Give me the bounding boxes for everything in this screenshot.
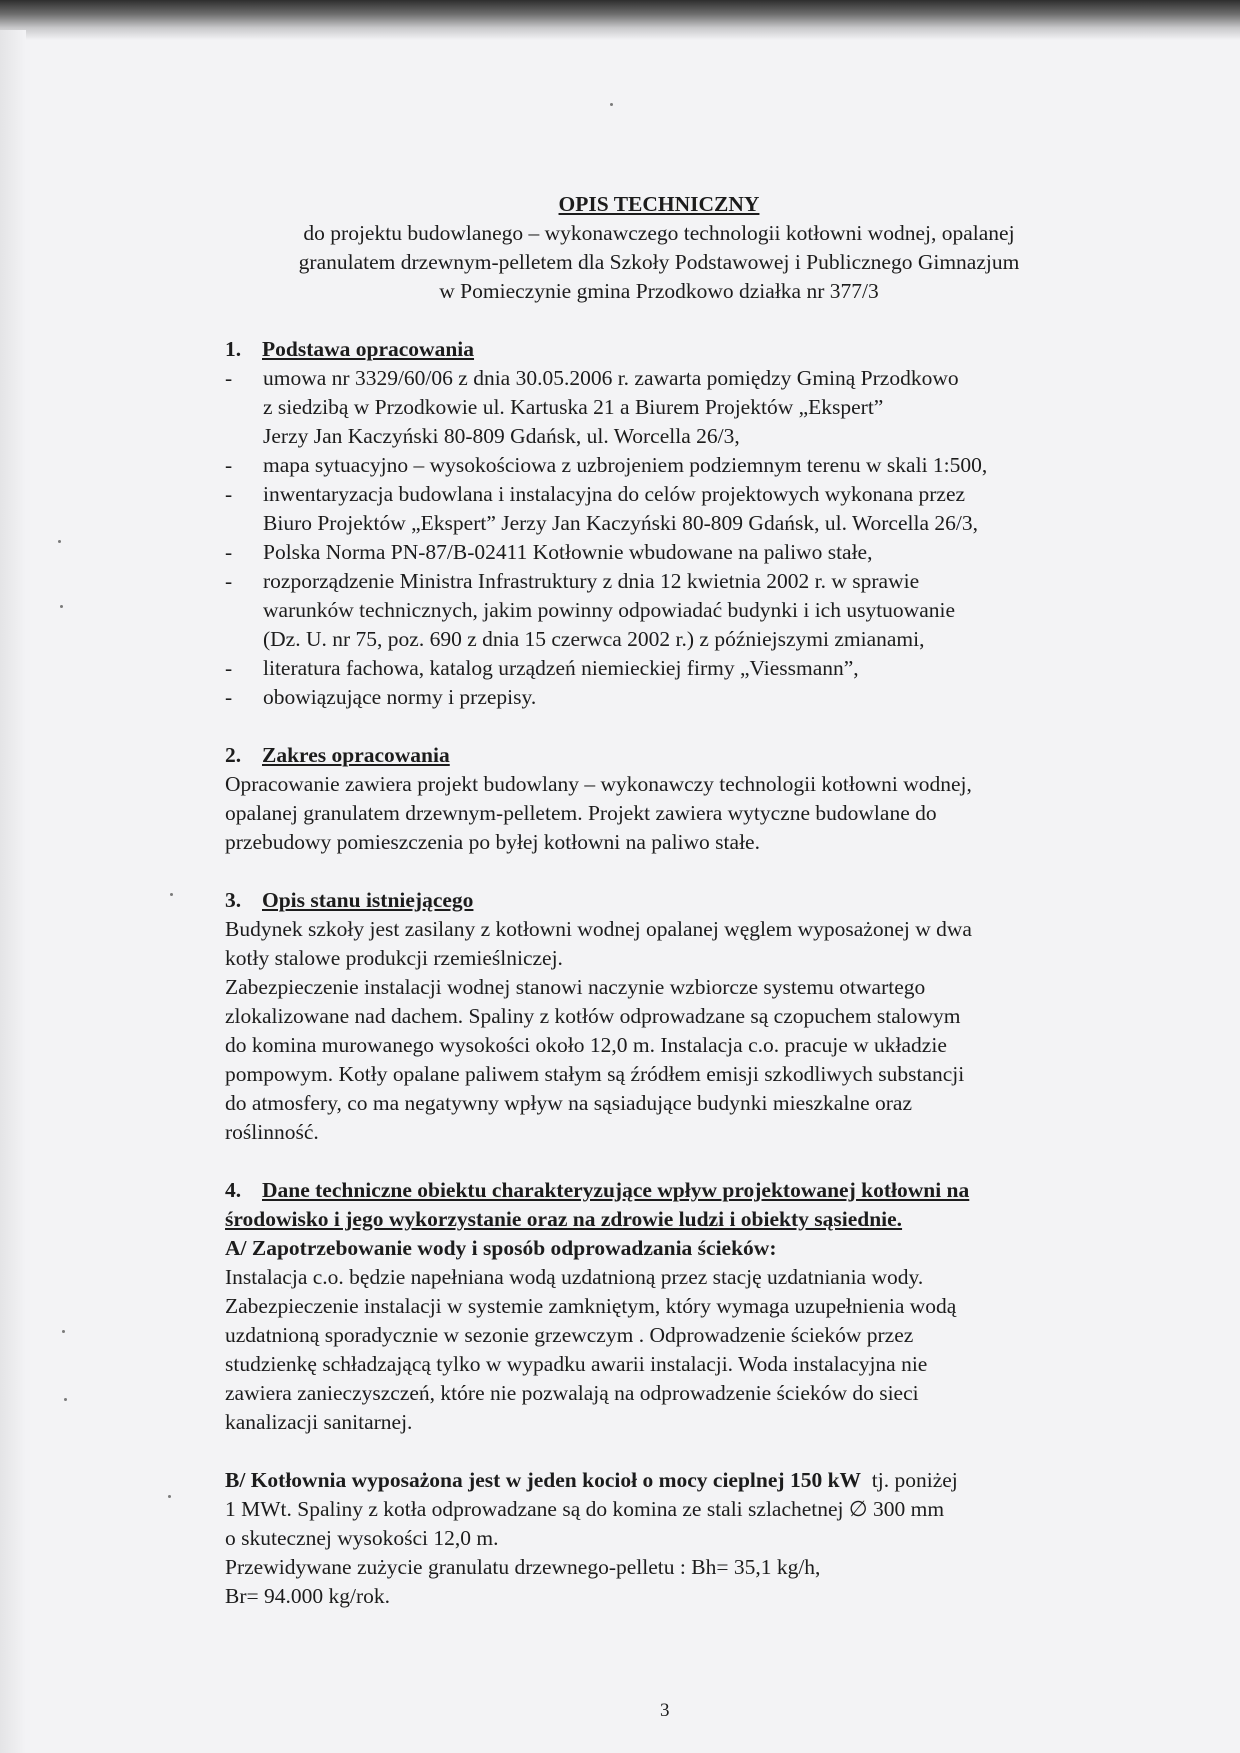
list-item [225,480,1105,538]
paragraph-line: przebudowy pomieszczenia po byłej kotłowni na paliwo stałe. [225,830,760,854]
subsection-b-heading: B/ Kotłownia wyposażona jest w jeden kocioł o mocy cieplnej 150 kW [225,1468,862,1492]
section-title: Zakres opracowania [262,743,450,767]
list-item-line: - inwentaryzacja budowlana i instalacyjna do celów projektowych wykonana przez [263,482,966,506]
subsection-b-heading-line [225,1466,1105,1495]
paragraph-line: 1 MWt. Spaliny z kotła odprowadzane są do komina ze stali szlachetnej ∅ 300 mm [225,1497,945,1521]
section-title-line: środowisko i jego wykorzystanie oraz na zdrowie ludzi i obiekty sąsiednie. [225,1207,903,1231]
list-item-line: - obowiązujące normy i przepisy. [263,685,537,709]
scan-speck [64,1398,67,1401]
scan-speck [62,1330,65,1333]
paragraph-line: opalanej granulatem drzewnym-pelletem. Projekt zawiera wytyczne budowlane do [225,801,937,825]
scan-speck [610,103,613,106]
list-item-line: warunków technicznych, jakim powinny odpowiadać budynki i ich usytuowanie [263,598,956,622]
paragraph-line: Zabezpieczenie instalacji w systemie zamkniętym, który wymaga uzupełnienia wodą [225,1294,957,1318]
section-number: 3. [225,888,242,912]
paragraph-line: zlokalizowane nad dachem. Spaliny z kotłów odprowadzane są czopuchem stalowym [225,1004,961,1028]
section-2 [225,741,1105,857]
scan-shadow-top [0,0,1240,40]
paragraph-line: o skutecznej wysokości 12,0 m. [225,1526,499,1550]
section-2-heading [225,741,1105,770]
list-item-line: Biuro Projektów „Ekspert” Jerzy Jan Kaczyński 80-809 Gdańsk, ul. Worcella 26/3, [263,511,978,535]
paragraph-line: roślinność. [225,1120,319,1144]
subsection-a-heading: A/ Zapotrzebowanie wody i sposób odprowadzania ścieków: [225,1236,777,1260]
section-title: Opis stanu istniejącego [262,888,474,912]
paragraph-line: Br= 94.000 kg/rok. [225,1584,391,1608]
paragraph-line: pompowym. Kotły opalane paliwem stałym są źródłem emisji szkodliwych substancji [225,1062,965,1086]
basis-list [225,364,1105,712]
scan-speck [60,605,63,608]
scan-speck [170,893,173,896]
paragraph-line: kanalizacji sanitarnej. [225,1410,413,1434]
list-item-line: z siedzibą w Przodkowie ul. Kartuska 21 a Biurem Projektów „Ekspert” [263,395,884,419]
paragraph-line: uzdatnioną sporadycznie w sezonie grzewczym . Odprowadzenie ścieków przez [225,1323,914,1347]
section-title-line: Dane techniczne obiektu charakteryzujące wpływ projektowanej kotłowni na [262,1178,970,1202]
document-title: OPIS TECHNICZNY [558,192,760,216]
paragraph-line: Zabezpieczenie instalacji wodnej stanowi naczynie wzbiorcze systemu otwartego [225,975,926,999]
list-item-line: - Polska Norma PN-87/B-02411 Kotłownie wbudowane na paliwo stałe, [263,540,873,564]
section-number: 4. [225,1178,242,1202]
list-item [225,654,1105,683]
paragraph-line: Przewidywane zużycie granulatu drzewnego-pelletu : Bh= 35,1 kg/h, [225,1555,821,1579]
section-3 [225,886,1105,1147]
scan-shadow-left [0,30,26,1753]
paragraph-line: studzienkę schładzającą tylko w wypadku awarii instalacji. Woda instalacyjna nie [225,1352,928,1376]
paragraph-line: do komina murowanego wysokości około 12,0 m. Instalacja c.o. pracuje w układzie [225,1033,947,1057]
paragraph-line: Instalacja c.o. będzie napełniana wodą uzdatnioną przez stację uzdatniania wody. [225,1265,924,1289]
list-item [225,364,1105,451]
section-4-heading [225,1176,1105,1205]
subsection-b-heading-rest: tj. poniżej [861,1468,958,1492]
list-item-line: Jerzy Jan Kaczyński 80-809 Gdańsk, ul. Worcella 26/3, [263,424,740,448]
paragraph-line: kotły stalowe produkcji rzemieślniczej. [225,946,563,970]
list-item-line: - rozporządzenie Ministra Infrastruktury z dnia 12 kwietnia 2002 r. w sprawie [263,569,920,593]
list-item-line: - literatura fachowa, katalog urządzeń niemieckiej firmy „Viessmann”, [263,656,859,680]
section-4 [225,1176,1105,1611]
paragraph-line: do atmosfery, co ma negatywny wpływ na sąsiadujące budynki mieszkalne oraz [225,1091,912,1115]
section-1-heading [225,335,1105,364]
list-item-line: (Dz. U. nr 75, poz. 690 z dnia 15 czerwca 2002 r.) z późniejszymi zmianami, [263,627,925,651]
scan-speck [168,1495,171,1498]
subsection-b [225,1466,1105,1611]
list-item [225,567,1105,654]
paragraph-line: Budynek szkoły jest zasilany z kotłowni wodnej opalanej węglem wyposażonej w dwa [225,917,972,941]
title-block [219,190,1099,306]
list-item [225,683,1105,712]
subtitle-line: granulatem drzewnym-pelletem dla Szkoły Podstawowej i Publicznego Gimnazjum [298,250,1020,274]
subtitle-line: w Pomieczynie gmina Przodkowo działka nr 377/3 [439,279,879,303]
section-1 [225,335,1105,712]
section-title: Podstawa opracowania [262,337,475,361]
section-number: 1. [225,337,242,361]
subtitle-line: do projektu budowlanego – wykonawczego technologii kotłowni wodnej, opalanej [303,221,1015,245]
paragraph-line: zawiera zanieczyszczeń, które nie pozwalają na odprowadzenie ścieków do sieci [225,1381,919,1405]
list-item [225,451,1105,480]
list-item-line: - umowa nr 3329/60/06 z dnia 30.05.2006 r. zawarta pomiędzy Gminą Przodkowo [263,366,959,390]
list-item [225,538,1105,567]
list-item-line: - mapa sytuacyjno – wysokościowa z uzbrojeniem podziemnym terenu w skali 1:500, [263,453,988,477]
scan-speck [58,540,61,543]
section-3-heading [225,886,1105,915]
paragraph-line: Opracowanie zawiera projekt budowlany – wykonawczy technologii kotłowni wodnej, [225,772,972,796]
page-number: 3 [660,1700,670,1721]
section-number: 2. [225,743,242,767]
document-body [225,190,1105,1611]
